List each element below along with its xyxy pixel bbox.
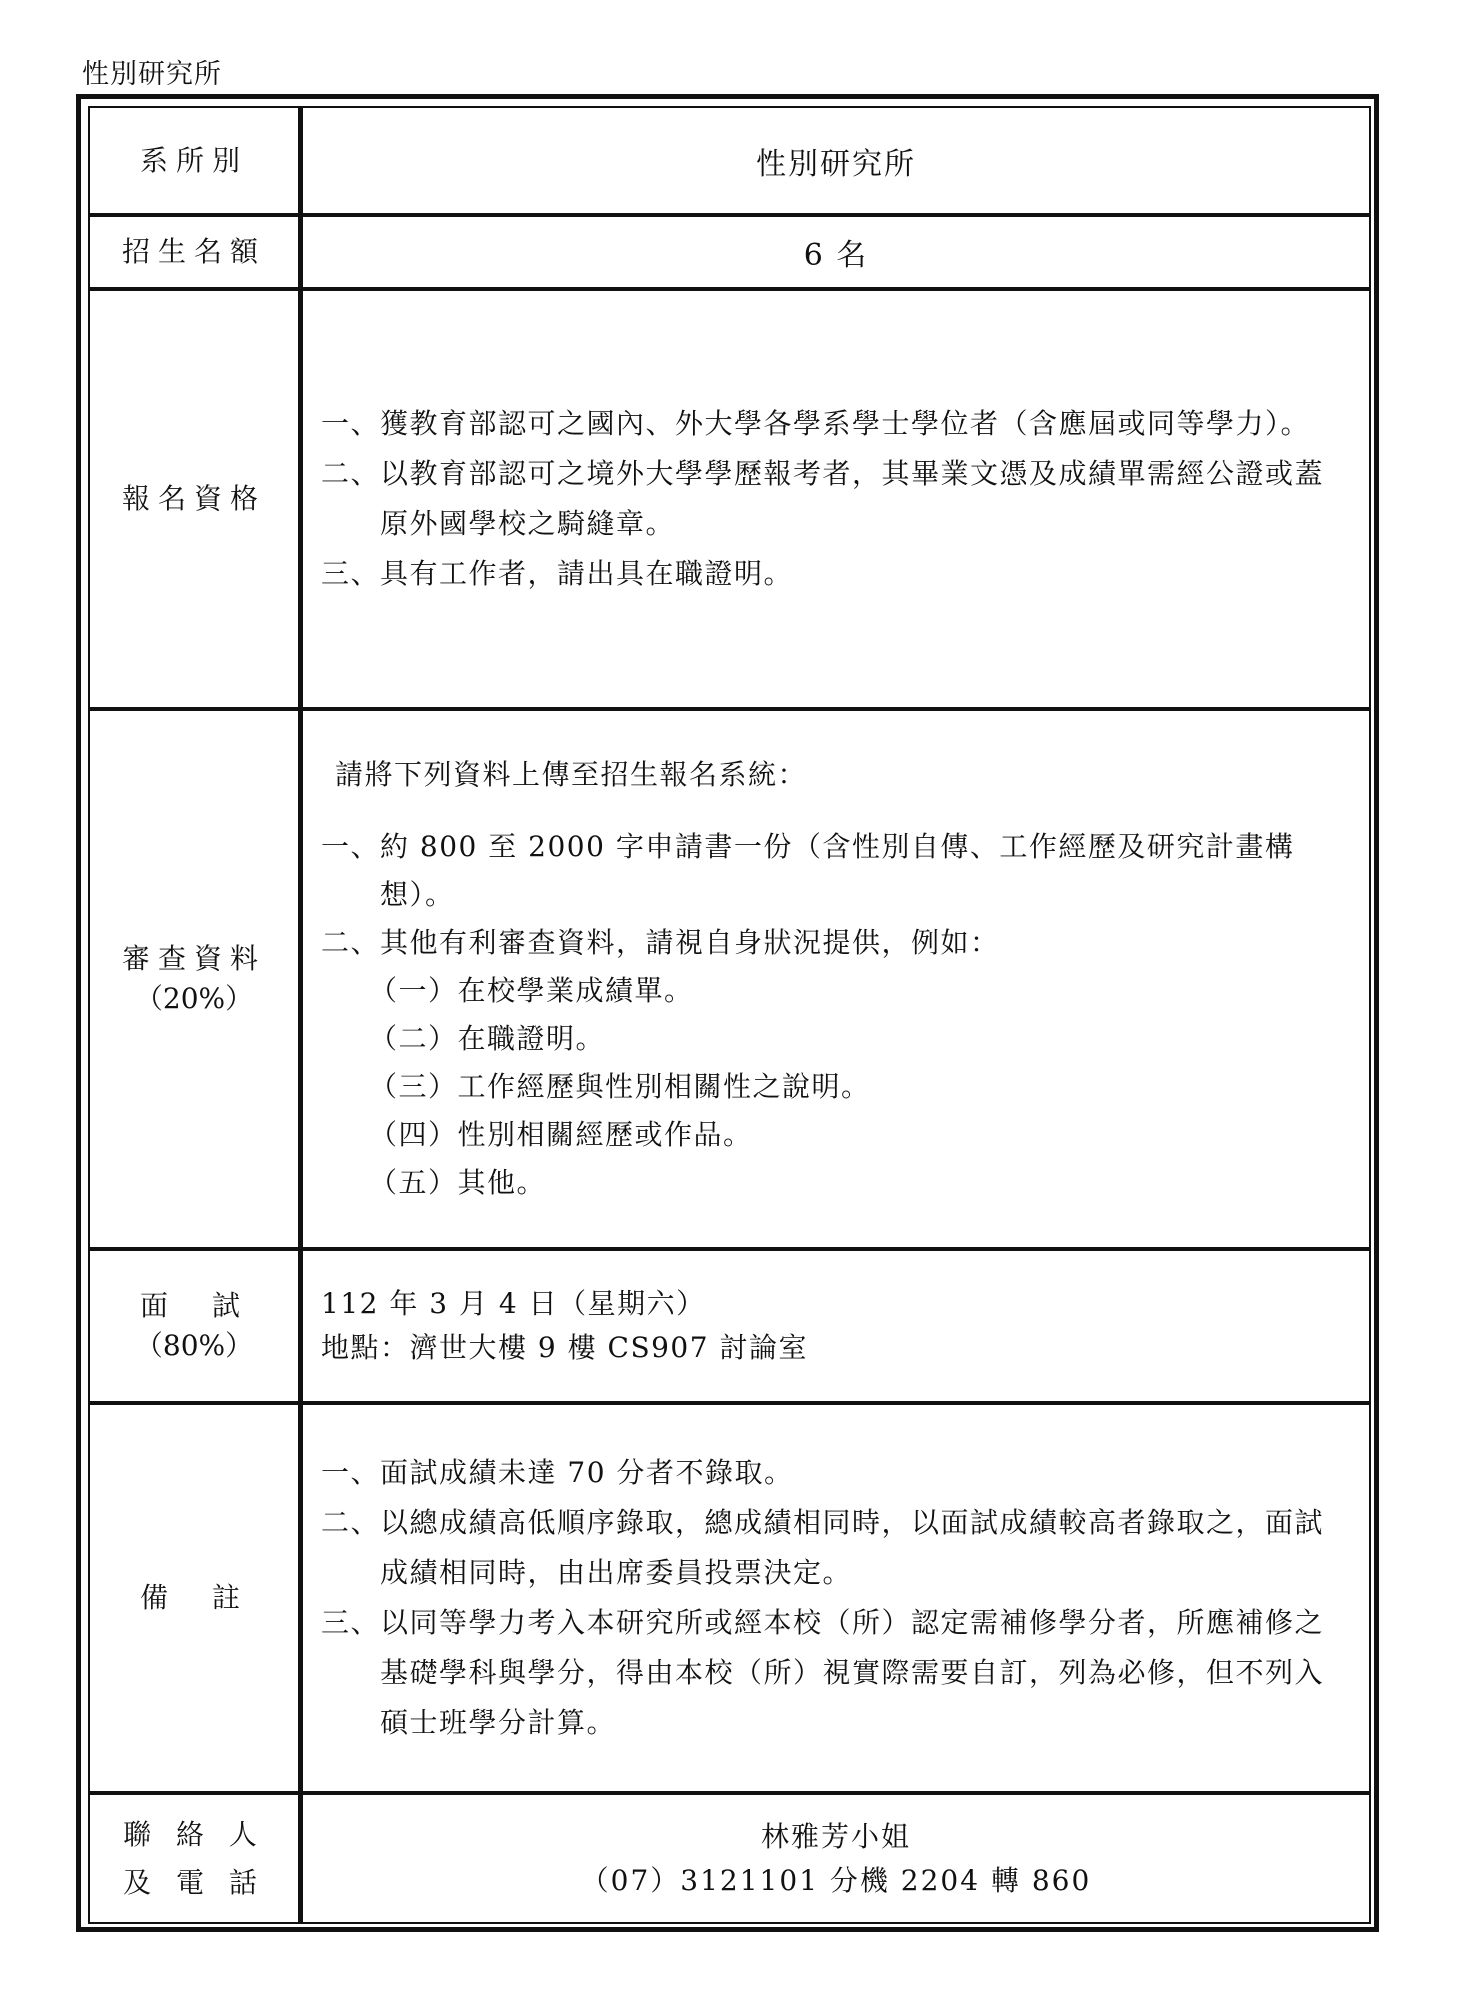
notes-label: 備 註 xyxy=(89,1403,301,1793)
contact-label xyxy=(89,1793,301,1923)
list-item xyxy=(321,919,1347,967)
sub-list-item xyxy=(321,967,1347,1015)
qualifications-row xyxy=(89,289,1370,709)
item-text: 工作經歷與性別相關性之說明。 xyxy=(457,1070,871,1103)
item-text: 獲教育部認可之國內、外大學各學系學士學位者（含應屆或同等學力）。 xyxy=(380,407,1311,440)
item-text: 其他。 xyxy=(457,1166,547,1199)
item-number: （二） xyxy=(369,1022,458,1055)
notes-cell xyxy=(301,1403,1371,1793)
contact-name: 林雅芳小姐 xyxy=(760,1819,911,1853)
list-item xyxy=(321,823,1347,919)
contact-cell xyxy=(301,1793,1371,1923)
list-item xyxy=(321,1598,1347,1748)
item-text: 在職證明。 xyxy=(457,1022,606,1055)
list-item xyxy=(321,549,1347,599)
interview-cell xyxy=(301,1249,1371,1403)
item-number: 一、 xyxy=(321,1456,381,1489)
list-item xyxy=(321,1448,1347,1498)
item-text: 以總成績高低順序錄取，總成績相同時，以面試成績較高者錄取之，面試成績相同時，由出席委員投票決定。 xyxy=(380,1506,1325,1589)
item-number: 一、 xyxy=(321,830,381,863)
dept-label: 系所別 xyxy=(89,107,301,215)
item-text: 面試成績未達 70 分者不錄取。 xyxy=(380,1456,794,1489)
page-header: 性別研究所 xyxy=(82,59,222,90)
item-number: 一、 xyxy=(321,407,381,440)
review-intro: 請將下列資料上傳至招生報名系統： xyxy=(335,758,808,791)
item-text: 具有工作者，請出具在職證明。 xyxy=(380,557,794,590)
list-item xyxy=(321,399,1347,449)
interview-location: 地點：濟世大樓 9 樓 CS907 討論室 xyxy=(321,1331,808,1364)
interview-label xyxy=(89,1249,301,1403)
item-text: 以教育部認可之境外大學學歷報考者，其畢業文憑及成績單需經公證或蓋原外國學校之騎縫章。 xyxy=(380,457,1325,540)
item-number: （五） xyxy=(369,1166,458,1199)
contact-label-line2: 及 電 話 xyxy=(123,1865,265,1899)
item-text: 其他有利審查資料，請視自身狀況提供，例如： xyxy=(380,926,1000,959)
notes-row xyxy=(89,1403,1370,1793)
item-number: 二、 xyxy=(321,457,381,490)
item-text: 性別相關經歷或作品。 xyxy=(457,1118,753,1151)
item-number: （三） xyxy=(369,1070,458,1103)
list-item xyxy=(321,449,1347,549)
item-number: 三、 xyxy=(321,557,381,590)
review-label-text: 審查資料 xyxy=(121,942,266,975)
review-row xyxy=(89,709,1370,1249)
interview-date: 112 年 3 月 4 日（星期六） xyxy=(321,1287,706,1320)
item-number: 二、 xyxy=(321,1506,381,1539)
admission-table xyxy=(88,106,1371,1924)
item-number: 三、 xyxy=(321,1606,381,1639)
item-number: 二、 xyxy=(321,926,381,959)
list-item xyxy=(321,1498,1347,1598)
item-text: 以同等學力考入本研究所或經本校（所）認定需補修學分者，所應補修之基礎學科與學分，得由本校（所）視實際需要自訂，列為必修，但不列入碩士班學分計算。 xyxy=(380,1606,1325,1739)
qualifications-cell xyxy=(301,289,1371,709)
quota-row xyxy=(89,215,1370,289)
quota-label: 招生名額 xyxy=(89,215,301,289)
review-cell xyxy=(301,709,1371,1249)
interview-label-text: 面 試 xyxy=(139,1289,248,1322)
sub-list-item xyxy=(321,1015,1347,1063)
sub-list-item xyxy=(321,1063,1347,1111)
interview-row xyxy=(89,1249,1370,1403)
item-number: （四） xyxy=(369,1118,458,1151)
qualifications-label: 報名資格 xyxy=(89,289,301,709)
item-number: （一） xyxy=(369,974,458,1007)
interview-weight: （80%） xyxy=(134,1329,254,1362)
review-weight: （20%） xyxy=(134,982,254,1015)
item-text: 約 800 至 2000 字申請書一份（含性別自傳、工作經歷及研究計畫構想）。 xyxy=(380,830,1295,911)
review-label xyxy=(89,709,301,1249)
contact-phone: （07）3121101 分機 2204 轉 860 xyxy=(580,1863,1092,1897)
item-text: 在校學業成績單。 xyxy=(457,974,694,1007)
sub-list-item xyxy=(321,1159,1347,1207)
dept-value: 性別研究所 xyxy=(301,107,1371,215)
contact-row xyxy=(89,1793,1370,1923)
quota-value: 6 名 xyxy=(301,215,1371,289)
dept-row xyxy=(89,107,1370,215)
sub-list-item xyxy=(321,1111,1347,1159)
contact-label-line1: 聯 絡 人 xyxy=(123,1817,265,1851)
